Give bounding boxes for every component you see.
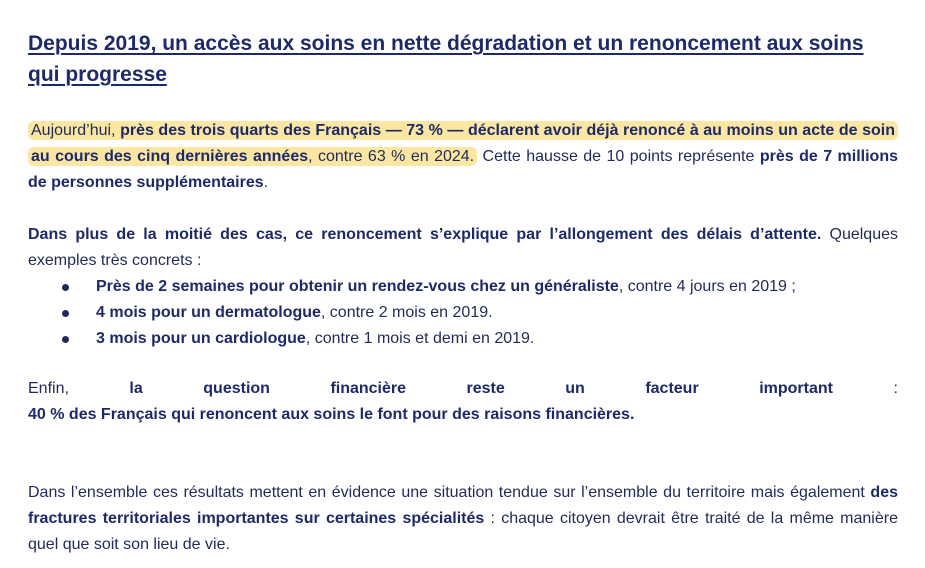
p4-bold-fractures: des fractures territoriales importantes sur certaines spécialités	[28, 484, 898, 527]
p3-word: :	[893, 380, 898, 397]
bullet-bold: 4 mois pour un dermatologue	[96, 304, 321, 321]
p3-word-bold: un	[565, 380, 585, 397]
p3-word-bold: financière	[330, 380, 407, 397]
bullet-bold: Près de 2 semaines pour obtenir un rendez-vous chez un généraliste	[96, 278, 619, 295]
p3-bold-40-percent: 40 % des Français qui renoncent aux soins le font pour des raisons financières.	[28, 406, 635, 423]
p1-text-4: .	[263, 174, 269, 191]
list-item	[28, 274, 898, 300]
paragraph-financier-line-2	[28, 402, 898, 428]
paragraph-financier-line-1	[28, 376, 898, 402]
p1-bold-7-millions: près de 7 millions de personnes supplémentaires	[28, 148, 898, 191]
bullet-text: , contre 4 jours en 2019 ;	[618, 278, 796, 295]
bullet-text: , contre 1 mois et demi en 2019.	[305, 330, 535, 347]
bullet-bold: 3 mois pour un cardiologue	[96, 330, 306, 347]
paragraph-delais	[28, 222, 898, 274]
document-page	[28, 28, 898, 558]
p2-text-exemples: Quelques exemples très concrets :	[28, 226, 898, 269]
p3-word-bold: question	[203, 380, 270, 397]
p1-text-2: , contre 63 % en 2024.	[308, 148, 475, 165]
bullet-text: , contre 2 mois en 2019.	[320, 304, 493, 321]
p3-word-bold: facteur	[645, 380, 699, 397]
paragraph-conclusion	[28, 480, 898, 558]
p1-text-3: Cette hausse de 10 points représente	[477, 148, 760, 165]
p3-word: Enfin,	[28, 380, 69, 397]
p2-bold-delais: Dans plus de la moitié des cas, ce renoncement s’explique par l’allongement des délais d’attente.	[28, 226, 822, 243]
list-item	[28, 326, 898, 352]
bullet-list-delais	[28, 274, 898, 352]
list-item	[28, 300, 898, 326]
p1-text-1: Aujourd’hui,	[31, 122, 121, 139]
paragraph-renoncement	[28, 118, 898, 196]
p4-text-2: : chaque citoyen devrait être traité de la même manière quel que soit son lieu de vie.	[28, 510, 898, 553]
p3-word-bold: important	[759, 380, 833, 397]
p1-bold-73-percent: près des trois quarts des Français — 73 % — déclarent avoir déjà renoncé à au moins un acte de soin au cours des cinq dernières années	[31, 122, 895, 165]
p4-text-1: Dans l’ensemble ces résultats mettent en évidence une situation tendue sur l’ensemble du territoire mais également	[28, 484, 871, 501]
p3-word-bold: reste	[466, 380, 505, 397]
page-title: Depuis 2019, un accès aux soins en nette dégradation et un renoncement aux soins qui progresse	[28, 32, 864, 86]
p3-word-bold: la	[129, 380, 143, 397]
